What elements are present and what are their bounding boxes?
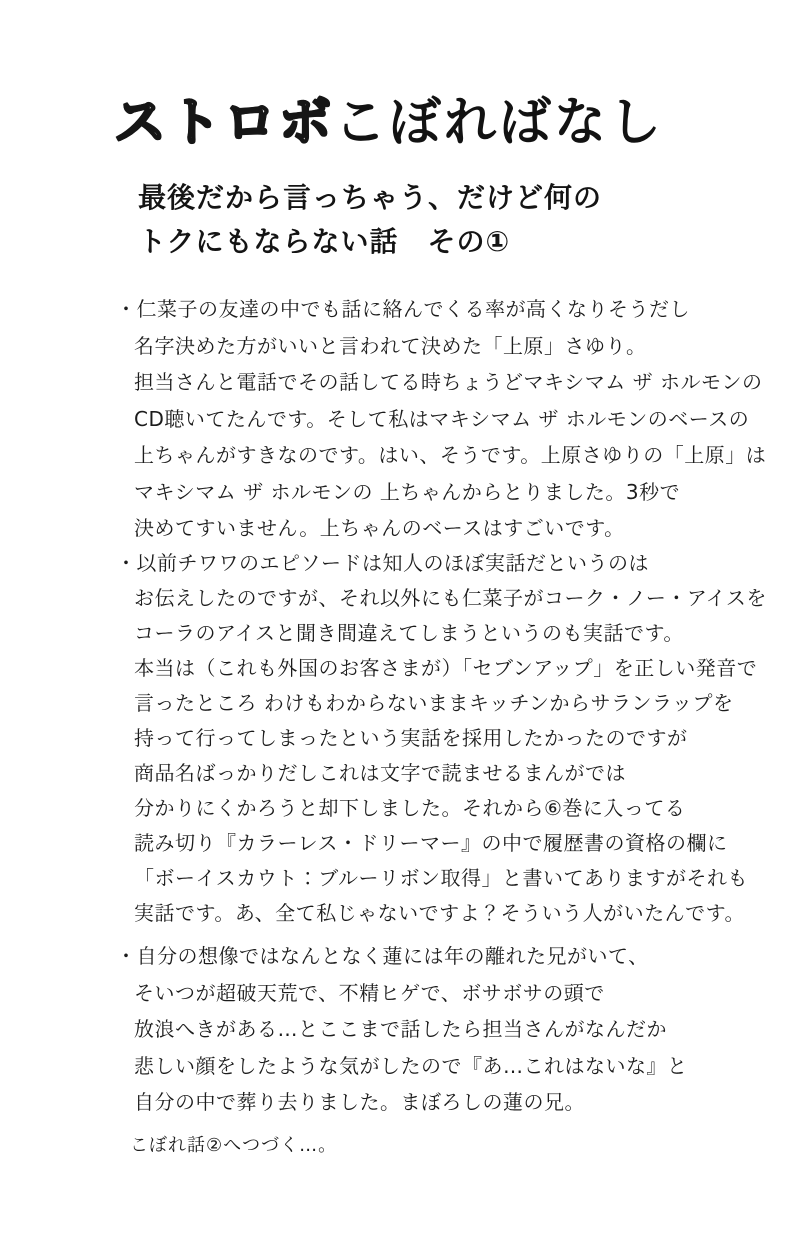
handwritten-line: マキシマム ザ ホルモンの 上ちゃんからとりました。3秒で [134,479,681,504]
footer-note: こぼれ話②へつづく…。 [130,1135,338,1156]
handwritten-line: 実話です。あ、全て私じゃないですよ？そういう人がいたんです。 [134,901,745,925]
page-title-outline-part: ストロボ [114,93,335,153]
handwritten-line: ・自分の想像ではなんとなく蓮には年の離れた兄がいて、 [116,944,649,968]
paragraph-1 [116,291,767,547]
handwritten-line: 悲しい顔をしたような気がしたので『あ…これはないな』と [134,1053,688,1078]
handwritten-line: 決めてすいません。上ちゃんのベースはすごいです。 [134,516,625,540]
subtitle-line-2: トクにもならない話 その① [138,225,511,258]
page-subtitle [138,176,602,264]
handwritten-line: そいつが超破天荒で、不精ヒゲで、ボサボサの頭で [134,980,605,1005]
handwritten-line: 言ったところ わけもわからないままキッチンからサランラップを [134,691,734,715]
handwritten-line: お伝えしたのですが、それ以外にも仁菜子がコーク・ノー・アイスを [134,586,767,610]
handwritten-line: コーラのアイスと聞き間違えてしまうというのも実話です。 [134,621,684,645]
handwritten-line: 自分の中で葬り去りました。まぼろしの蓮の兄。 [134,1090,585,1114]
handwritten-line: 名字決めた方がいいと言われて決めた「上原」さゆり。 [134,333,647,358]
handwritten-line: ・以前チワワのエピソードは知人のほぼ実話だというのは [116,551,649,575]
page-title [114,92,664,154]
paragraph-3 [116,938,688,1121]
subtitle-line-1: 最後だから言っちゃう、だけど何の [138,181,603,214]
handwritten-line: 商品名ばっかりだしこれは文字で読ませるまんがでは [134,761,626,785]
handwritten-line: ・仁菜子の友達の中でも話に絡んでくる率が高くなりそうだし [116,297,690,321]
handwritten-line: 持って行ってしまったという実話を採用したかったのですが [134,726,688,750]
handwritten-line: 分かりにくかろうと却下しました。それから⑥巻に入ってる [134,796,686,820]
page-title-solid-part: こぼればなし [334,93,665,153]
handwritten-line: CD聴いてたんです。そして私はマキシマム ザ ホルモンのベースの [134,406,750,431]
handwritten-line: 担当さんと電話でその話してる時ちょうどマキシマム ザ ホルモンの [134,370,763,394]
handwritten-line: 上ちゃんがすきなのです。はい、そうです。上原さゆりの「上原」は [134,443,767,467]
handwritten-line: 「ボーイスカウト：ブルーリボン取得」と書いてありますがそれも [134,866,748,890]
handwritten-line: 放浪へきがある…とここまで話したら担当さんがなんだか [134,1017,667,1041]
paragraph-2 [116,546,767,931]
handwritten-line: 本当は（これも外国のお客さまが）「セブンアップ」を正しい発音で [134,656,758,680]
handwritten-line: 読み切り『カラーレス・ドリーマー』の中で履歴書の資格の欄に [134,831,728,855]
